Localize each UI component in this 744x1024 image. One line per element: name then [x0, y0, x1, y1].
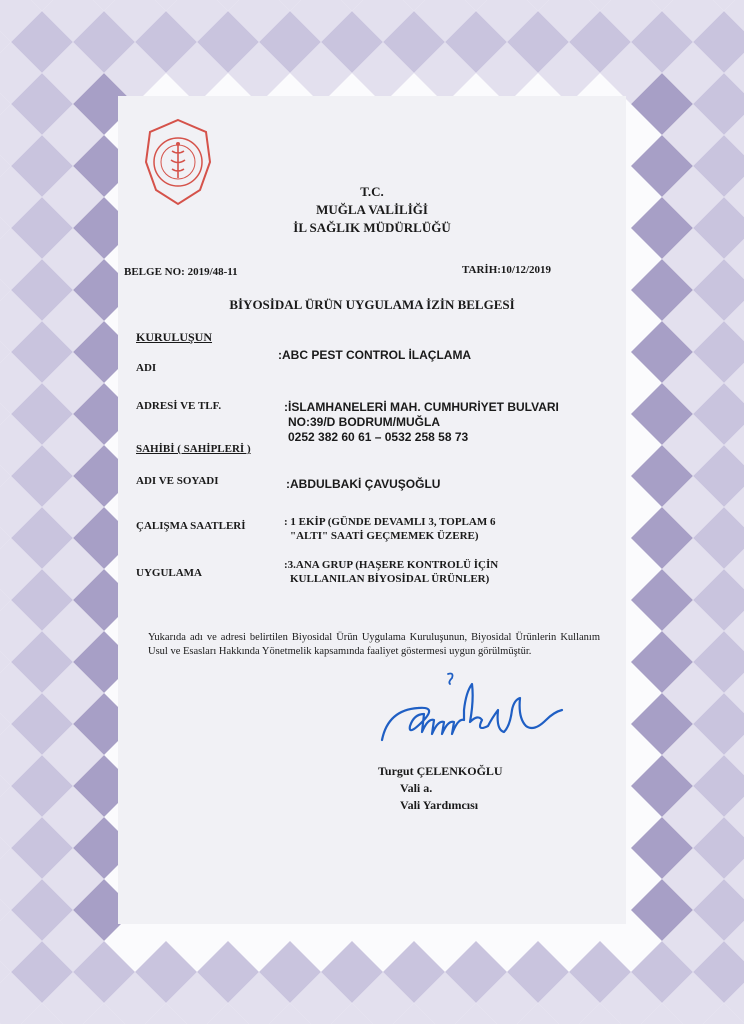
approval-paragraph: Yukarıda adı ve adresi belirtilen Biyosidal Ürün Uygulama Kuruluşunun, Biyosidal Ürünlerin Kullanım Usul ve Esasları Hakkında Yönetmelik kapsamında faaliyet göstermesi uygun görülmüştür.: [148, 632, 600, 657]
header-directorate: İL SAĞLIK MÜDÜRLÜĞÜ: [293, 220, 451, 235]
value-working-hours-line1: : 1 EKİP (GÜNDE DEVAMLI 3, TOPLAM 6: [284, 516, 496, 528]
value-owner-name: :ABDULBAKİ ÇAVUŞOĞLU: [286, 477, 441, 491]
signatory-name: Turgut ÇELENKOĞLU: [378, 764, 503, 778]
value-application-line2: KULLANILAN BİYOSİDAL ÜRÜNLER): [290, 573, 490, 585]
document-title: BİYOSİDAL ÜRÜN UYGULAMA İZİN BELGESİ: [229, 297, 515, 312]
label-address: ADRESİ VE TLF.: [136, 400, 222, 412]
ministry-health-seal-icon: [144, 118, 212, 206]
value-working-hours-line2: "ALTI" SAATİ GEÇMEMEK ÜZERE): [290, 530, 479, 542]
label-full-name: ADI VE SOYADI: [136, 475, 219, 487]
signatory-role-1: Vali a.: [400, 781, 433, 795]
section-owner-heading: SAHİBİ ( SAHİPLERİ ): [136, 443, 251, 455]
header-governorship: MUĞLA VALİLİĞİ: [316, 202, 428, 217]
value-address-line1: :İSLAMHANELERİ MAH. CUMHURİYET BULVARI: [284, 400, 559, 414]
value-organization-name: :ABC PEST CONTROL İLAÇLAMA: [278, 348, 472, 362]
value-address-line2: NO:39/D BODRUM/MUĞLA: [288, 415, 440, 429]
signatory-role-2: Vali Yardımcısı: [400, 798, 479, 812]
handwritten-signature: [378, 670, 578, 770]
document-number: BELGE NO: 2019/48-11: [124, 266, 238, 278]
value-application-line1: :3.ANA GRUP (HAŞERE KONTROLÜ İÇİN: [284, 559, 499, 571]
label-working-hours: ÇALIŞMA SAATLERİ: [136, 520, 246, 532]
label-name: ADI: [136, 362, 157, 374]
value-phone: 0252 382 60 61 – 0532 258 58 73: [288, 430, 469, 444]
document-date: TARİH:10/12/2019: [462, 264, 552, 276]
header-tc: T.C.: [360, 184, 384, 199]
section-organization-heading: KURULUŞUN: [136, 330, 213, 344]
label-application: UYGULAMA: [136, 567, 202, 579]
